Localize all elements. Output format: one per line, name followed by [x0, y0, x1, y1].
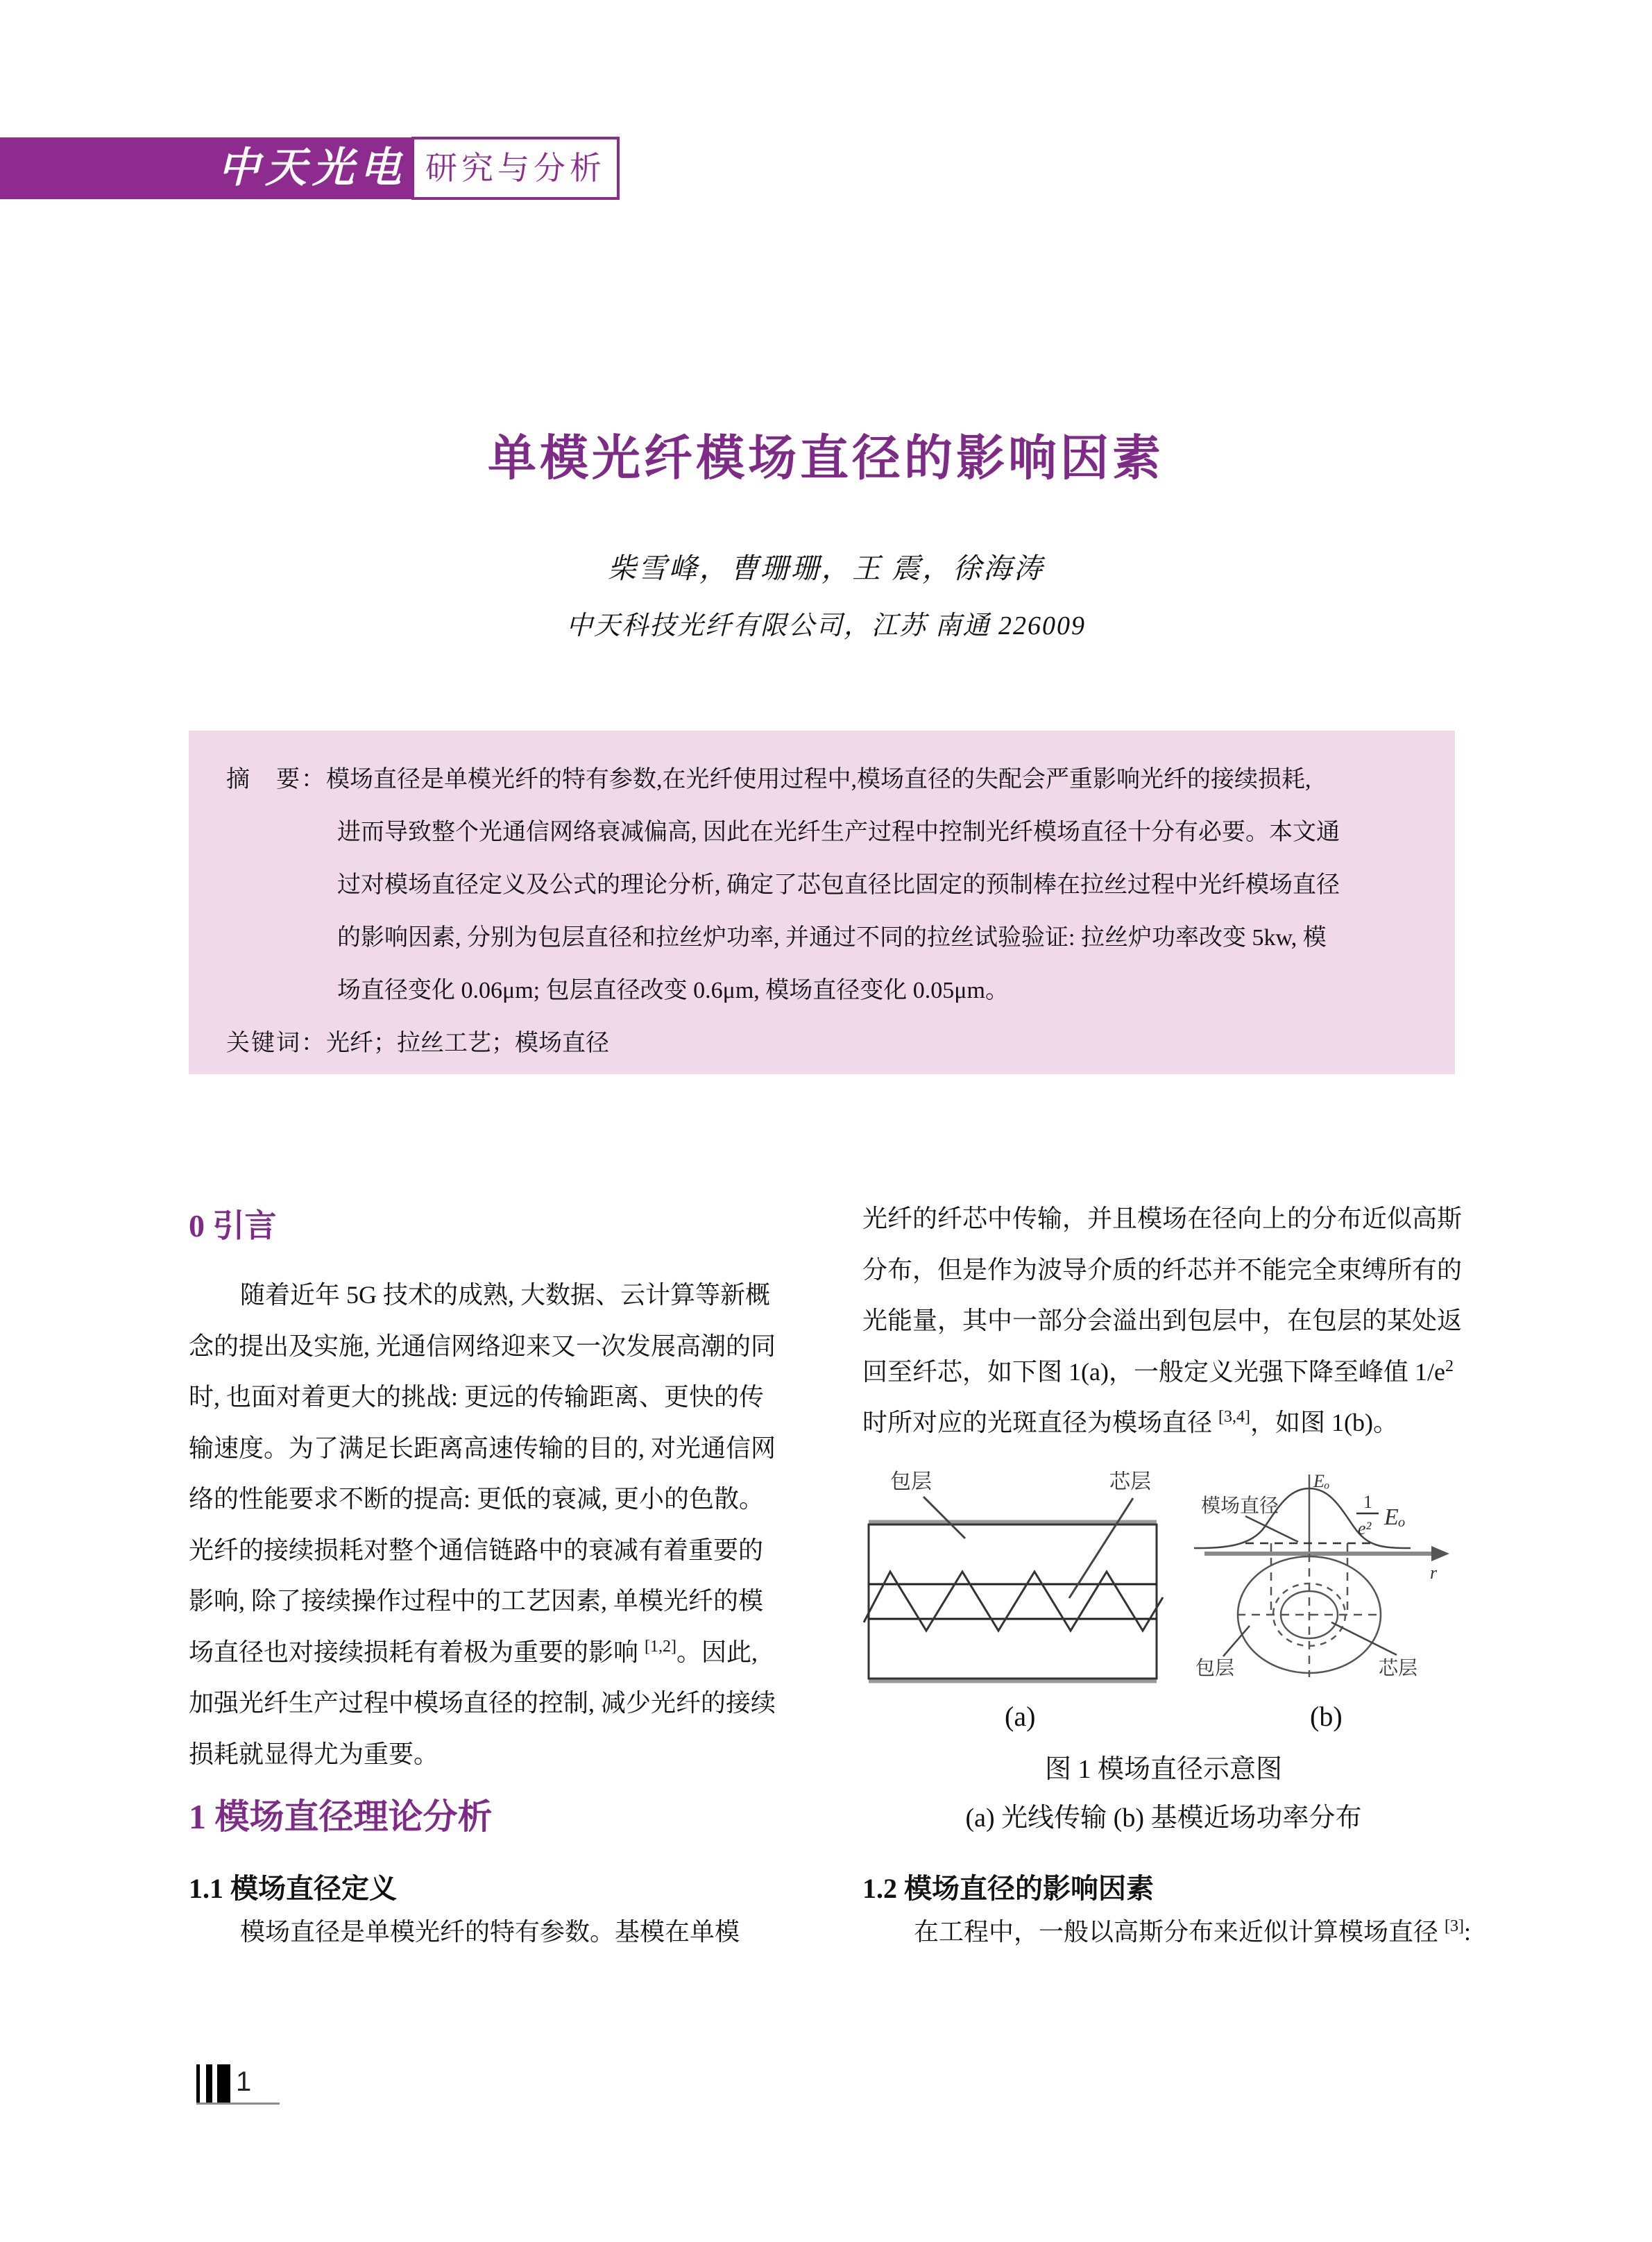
citation-ref: [3]: [1445, 1917, 1464, 1935]
abstract-line: 的影响因素, 分别为包层直径和拉丝炉功率, 并通过不同的拉丝试验验证: 拉丝炉功率改变 5kw, 模: [337, 925, 1327, 951]
body-line: 模场直径是单模光纤的特有参数。基模在单模: [240, 1918, 740, 1946]
fiber-outline: [869, 1525, 1157, 1679]
r-axis-arrow: [1431, 1546, 1449, 1561]
authors-line: 柴雪峰，曹珊珊，王 震，徐海涛: [607, 552, 1045, 584]
body-line: 光纤的接续损耗对整个通信链路中的衰减有着重要的: [189, 1536, 764, 1564]
affiliation-line: 中天科技光纤有限公司，江苏 南通 226009: [565, 611, 1086, 640]
definition-paragraph: [189, 1907, 813, 1958]
core-label-b: 芯层: [1379, 1658, 1418, 1679]
body-line-text: 。因此,: [676, 1638, 758, 1666]
sublabel-b: (b): [1310, 1701, 1343, 1732]
section-1-1-heading: 1.1 模场直径定义: [189, 1873, 397, 1904]
mode-field-diameter-label: 模场直径: [1201, 1495, 1279, 1517]
abstract-line: 场直径变化 0.06μm; 包层直径改变 0.6μm, 模场直径变化 0.05μm。: [337, 978, 1009, 1003]
s12-paragraph: [862, 1907, 1487, 1958]
page-title: 单模光纤模场直径的影响因素: [488, 432, 1164, 486]
abstract-box: [189, 731, 1455, 1074]
figure-sublabels: [862, 1700, 1465, 1731]
body-line: 时, 也面对着更大的挑战: 更远的传输距离、更快的传: [189, 1383, 765, 1411]
body-line-text: 回至纤芯，如下图 1(a)，一般定义光强下降至峰值 1/e: [862, 1357, 1445, 1386]
r-axis-label: r: [1430, 1563, 1438, 1583]
section-0-heading: 0 引言: [189, 1208, 277, 1243]
header-brand-bar: [0, 137, 419, 199]
keywords-label: 关键词：: [226, 1030, 326, 1056]
body-line: [189, 1627, 813, 1679]
figure-1: [862, 1454, 1465, 1693]
core-leader-line: [1069, 1498, 1133, 1598]
citation-ref: [3,4]: [1218, 1408, 1250, 1426]
fraction-coefficient: Eₒ: [1384, 1504, 1406, 1530]
fraction-numerator: 1: [1363, 1492, 1372, 1512]
body-line: 随着近年 5G 技术的成熟, 大数据、云计算等新概: [240, 1281, 770, 1309]
sublabel-a: (a): [1005, 1701, 1036, 1732]
keywords-line: [226, 1017, 1427, 1070]
figure-1b-power-distribution: [1194, 1471, 1449, 1679]
right-paragraph: [862, 1194, 1487, 1449]
footer-rule: [196, 2103, 280, 2105]
footer-barcode-bar: [196, 2064, 200, 2104]
abstract-line: 进而导致整个光通信网络衰减偏高, 因此在光纤生产过程中控制光纤模场直径十分有必要。本文通: [337, 819, 1340, 845]
e0-axis-label: Eₒ: [1313, 1471, 1330, 1491]
cladding-leader-line: [923, 1497, 965, 1538]
abstract-line: [226, 754, 1427, 806]
section-1-2-heading: 1.2 模场直径的影响因素: [862, 1873, 1154, 1904]
core-leader-line-b: [1331, 1622, 1397, 1655]
body-line-text: :: [1464, 1918, 1472, 1946]
footer-barcode-bar: [217, 2064, 230, 2104]
abstract-text: [226, 754, 1427, 1070]
citation-ref: [1,2]: [645, 1637, 676, 1656]
figure-caption: 图 1 模场直径示意图: [1044, 1755, 1282, 1784]
body-line: 光能量，其中一部分会溢出到包层中，在包层的某处返: [862, 1307, 1463, 1334]
body-line-text: ，如图 1(b)。: [1250, 1409, 1398, 1436]
abstract-line-1: 模场直径是单模光纤的特有参数,在光纤使用过程中,模场直径的失配会严重影响光纤的接续损耗,: [326, 767, 1311, 792]
page-number: 1: [236, 2066, 252, 2097]
column-label-box: 研究与分析: [411, 137, 620, 200]
body-line: [862, 1347, 1487, 1398]
core-label-a: 芯层: [1109, 1470, 1151, 1493]
body-line-text: 时所对应的光斑直径为模场直径: [862, 1409, 1219, 1436]
cladding-label-a: 包层: [890, 1470, 932, 1493]
body-line-text: 在工程中，一般以高斯分布来近似计算模场直径: [914, 1918, 1445, 1946]
body-line: 影响, 除了接续操作过程中的工艺因素, 单模光纤的模: [189, 1587, 764, 1615]
section-1-heading: 1 模场直径理论分析: [189, 1797, 493, 1836]
body-line: 加强光纤生产过程中模场直径的控制, 减少光纤的接续: [189, 1689, 776, 1717]
body-line: 输速度。为了满足长距离高速传输的目的, 对光通信网: [189, 1434, 776, 1462]
body-line: [862, 1907, 1487, 1958]
abstract-label: 摘 要：: [226, 767, 326, 792]
body-line: 念的提出及实施, 光通信网络迎来又一次发展高潮的同: [189, 1332, 776, 1360]
footer-barcode-bar: [206, 2064, 212, 2104]
body-line: 损耗就显得尤为重要。: [189, 1740, 439, 1768]
exponent: 2: [1445, 1357, 1454, 1375]
figure-1a-light-ray-diagram: [864, 1470, 1163, 1681]
intro-paragraph: [189, 1270, 813, 1780]
body-line-text: 场直径也对接续损耗有着极为重要的影响: [189, 1638, 645, 1666]
cladding-label-b: 包层: [1195, 1658, 1235, 1679]
body-line: [862, 1398, 1487, 1449]
body-line: 分布，但是作为波导介质的纤芯并不能完全束缚所有的: [862, 1255, 1463, 1284]
fraction-denominator: e²: [1358, 1518, 1372, 1538]
body-line: 络的性能要求不断的提高: 更低的衰减, 更小的色散。: [189, 1485, 765, 1513]
abstract-line: 过对模场直径定义及公式的理论分析, 确定了芯包直径比固定的预制棒在拉丝过程中光纤模场直径: [337, 872, 1340, 898]
body-line: 光纤的纤芯中传输，并且模场在径向上的分布近似高斯: [862, 1205, 1463, 1232]
brand-logo: 中天光电: [218, 145, 407, 191]
keywords-text: 光纤；拉丝工艺；模场直径: [326, 1030, 609, 1056]
light-ray-zigzag: [864, 1572, 1163, 1631]
figure-subcaption: (a) 光线传输 (b) 基模近场功率分布: [965, 1803, 1362, 1833]
